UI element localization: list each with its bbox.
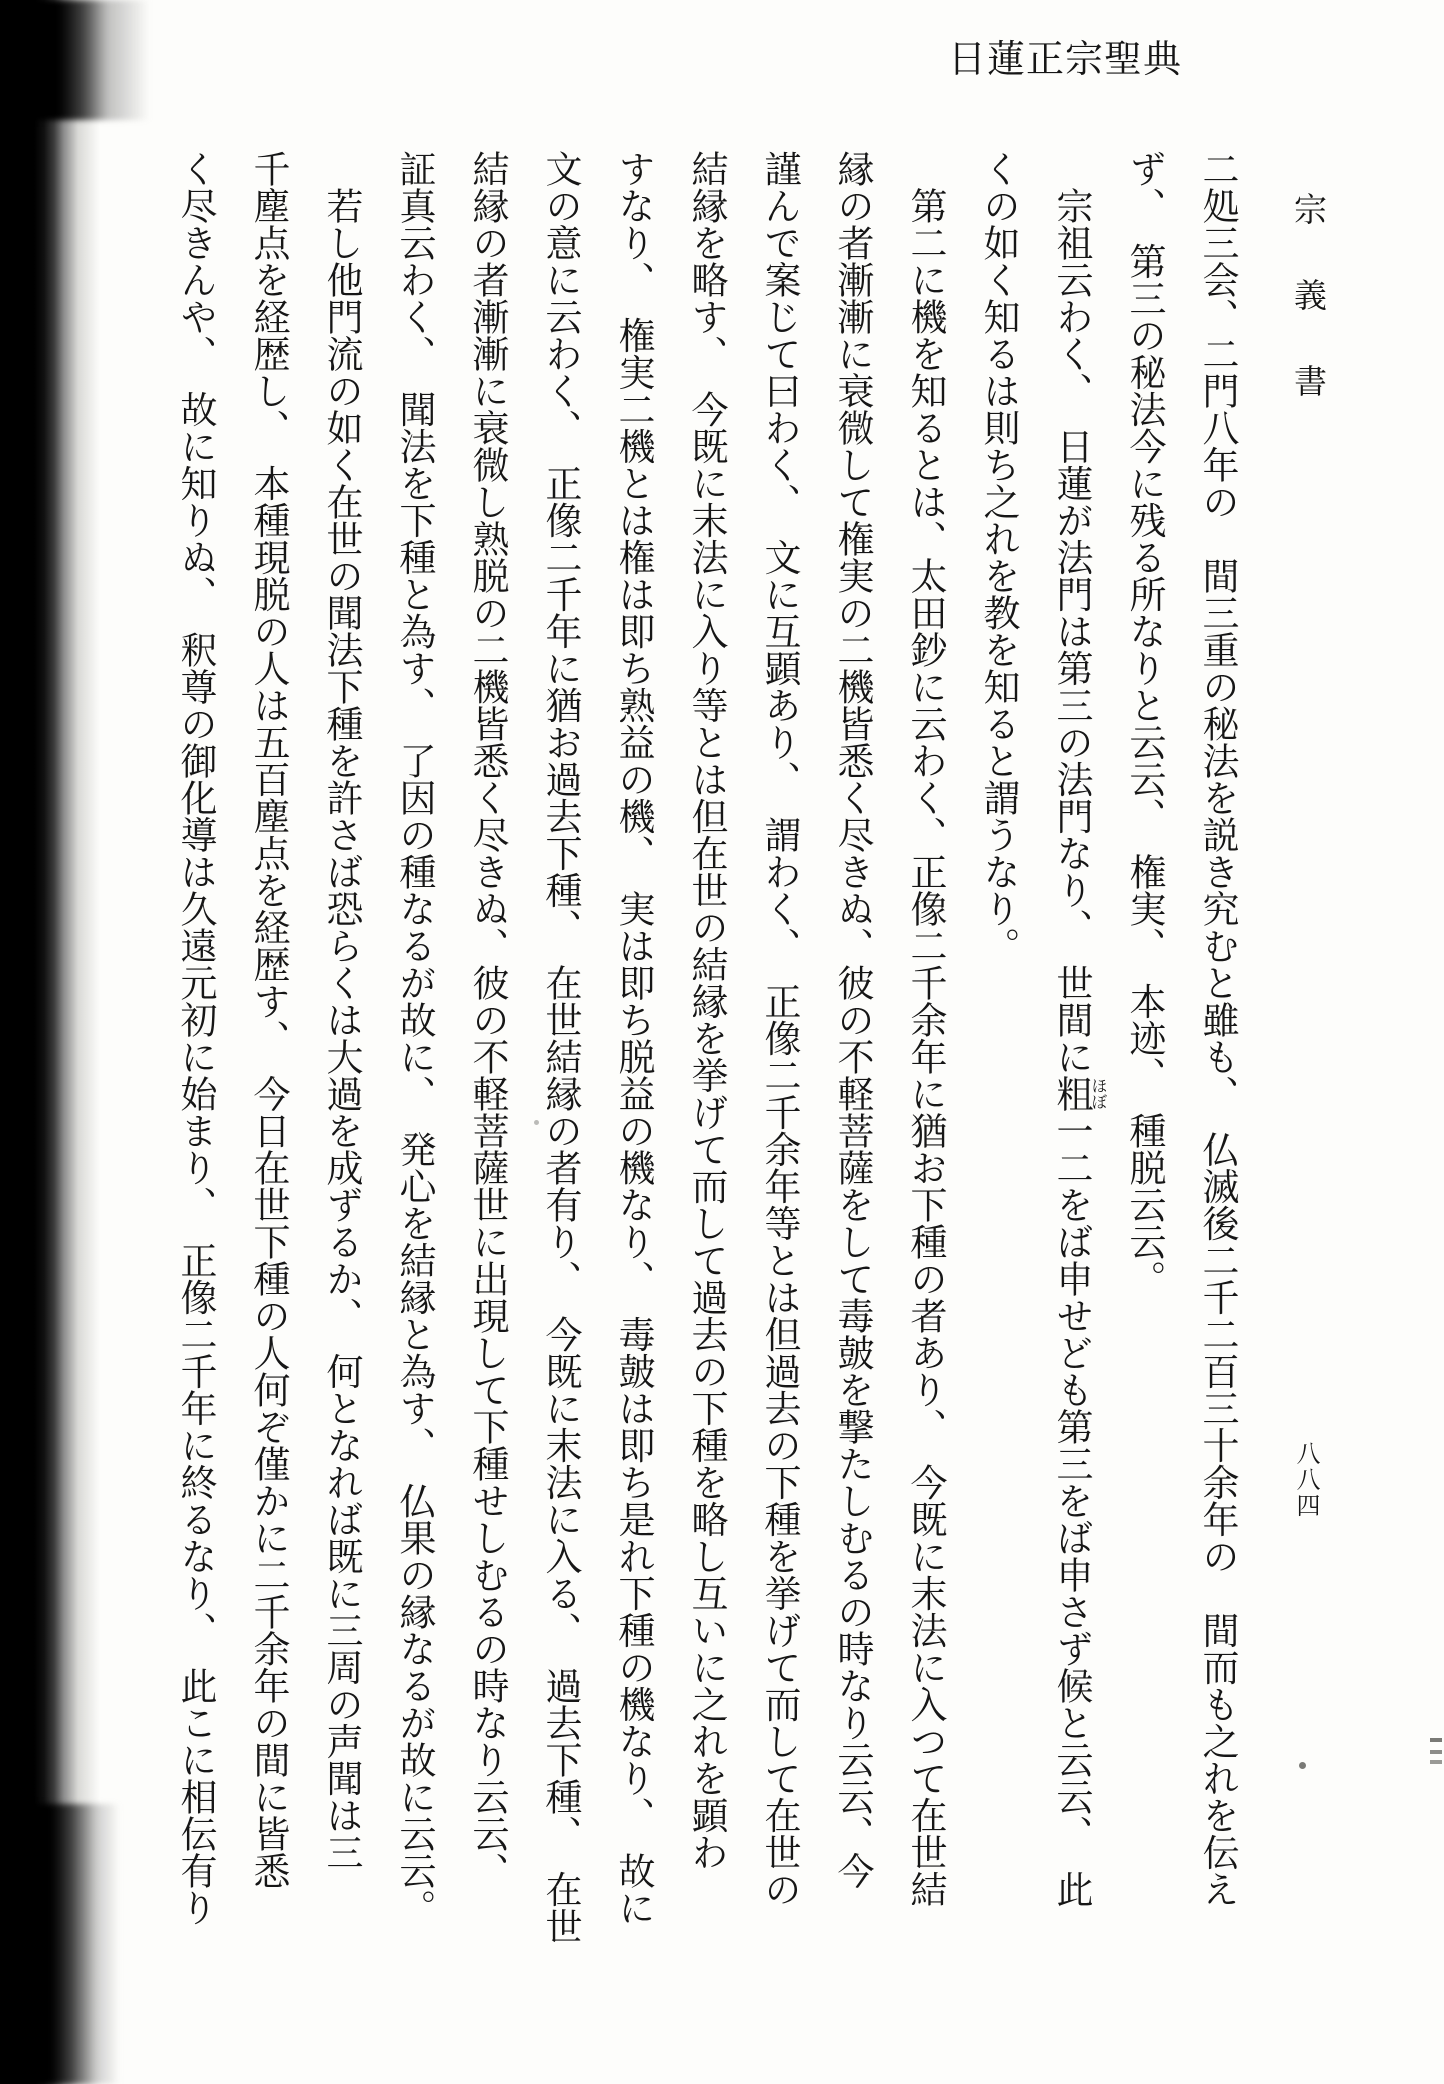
text-column: 千塵点を経歴し、 本種現脱の人は五百塵点を経歴す、 今日在世下種の人何ぞ僅かに二千余年の間に皆悉 [247,150,290,1889]
text-column [1035,150,1108,2060]
main-text-block [159,150,1254,2060]
scan-speck [534,1120,539,1125]
scan-speck [1299,1762,1306,1769]
text-run: 宗祖云わく、 日蓮が法門は第三の法門なり、 世間に [1050,150,1093,1075]
text-column: 二処三会、二門八年の 間三重の秘法を説き究むと雖も、 仏滅後二千二百三十余年の 間而も之れを伝え [1196,150,1239,1908]
text-run: 一二をば申せども第三をば申さず候と云云、 此 [1050,1112,1093,1908]
text-column: 結縁を略す、 今既に末法に入り等とは但在世の結縁を挙げて而して過去の下種を略し互いに之れを顕わ [685,150,728,1871]
furigana-text: ほぼ [1089,1075,1108,1112]
book-spine-shadow-top [0,0,150,120]
page-number: 八八四 [1292,1441,1320,1519]
book-spine-shadow-bottom [0,1804,120,2084]
text-column: 文の意に云わく、 正像二千年に猶お過去下種、 在世結縁の者有り、 今既に末法に入る、 過去下種、 在世 [539,150,582,1945]
ruby-base: 粗 [1050,1075,1093,1112]
text-column: 結縁の者漸漸に衰微し熟脱の二機皆悉く尽きぬ、彼の不軽菩薩世に出現して下種せしむるの時なり云云、 [466,150,509,1889]
scan-speck [1430,1738,1442,1742]
text-column: く尽きんや、 故に知りぬ、 釈尊の御化導は久遠元初に始まり、 正像二千年に終るなり、 此こに相伝有り [174,150,217,1926]
text-column: 謹んで案じて曰わく、 文に互顕あり、 謂わく、 正像二千余年等とは但過去の下種を挙げて而して在世の [758,150,801,1908]
running-title: 宗 義 書 [1289,192,1328,407]
book-spine-shadow [0,0,100,2084]
text-column: 若し他門流の如く在世の聞法下種を許さば恐らくは大過を成ずるか、 何となれば既に三周の声聞は三 [320,150,363,1871]
text-column: すなり、 権実二機とは権は即ち熟益の機、 実は即ち脱益の機なり、 毒皷は即ち是れ下種の機なり、 故に [612,150,655,1926]
text-column: ず、 第三の秘法今に残る所なりと云云、 権実、 本迹、 種脱云云。 [1123,150,1166,1297]
text-column: 第二に機を知るとは、太田鈔に云わく、正像二千余年に猶お下種の者あり、 今既に末法に入つて在世結 [904,150,947,1908]
furigana-annotated-word [1050,1075,1108,1112]
text-column: くの如く知るは則ち之れを教を知ると謂うなり。 [977,150,1020,964]
text-column: 証真云わく、 聞法を下種と為す、 了因の種なるが故に、 発心を結縁と為す、 仏果の縁なるが故に云云。 [393,150,436,1926]
text-column: 縁の者漸漸に衰微して権実の二機皆悉く尽きぬ、彼の不軽菩薩をして毒皷を撃たしむるの時なり云云、今 [831,150,874,1889]
book-title-header: 日蓮正宗聖典 [948,37,1183,81]
